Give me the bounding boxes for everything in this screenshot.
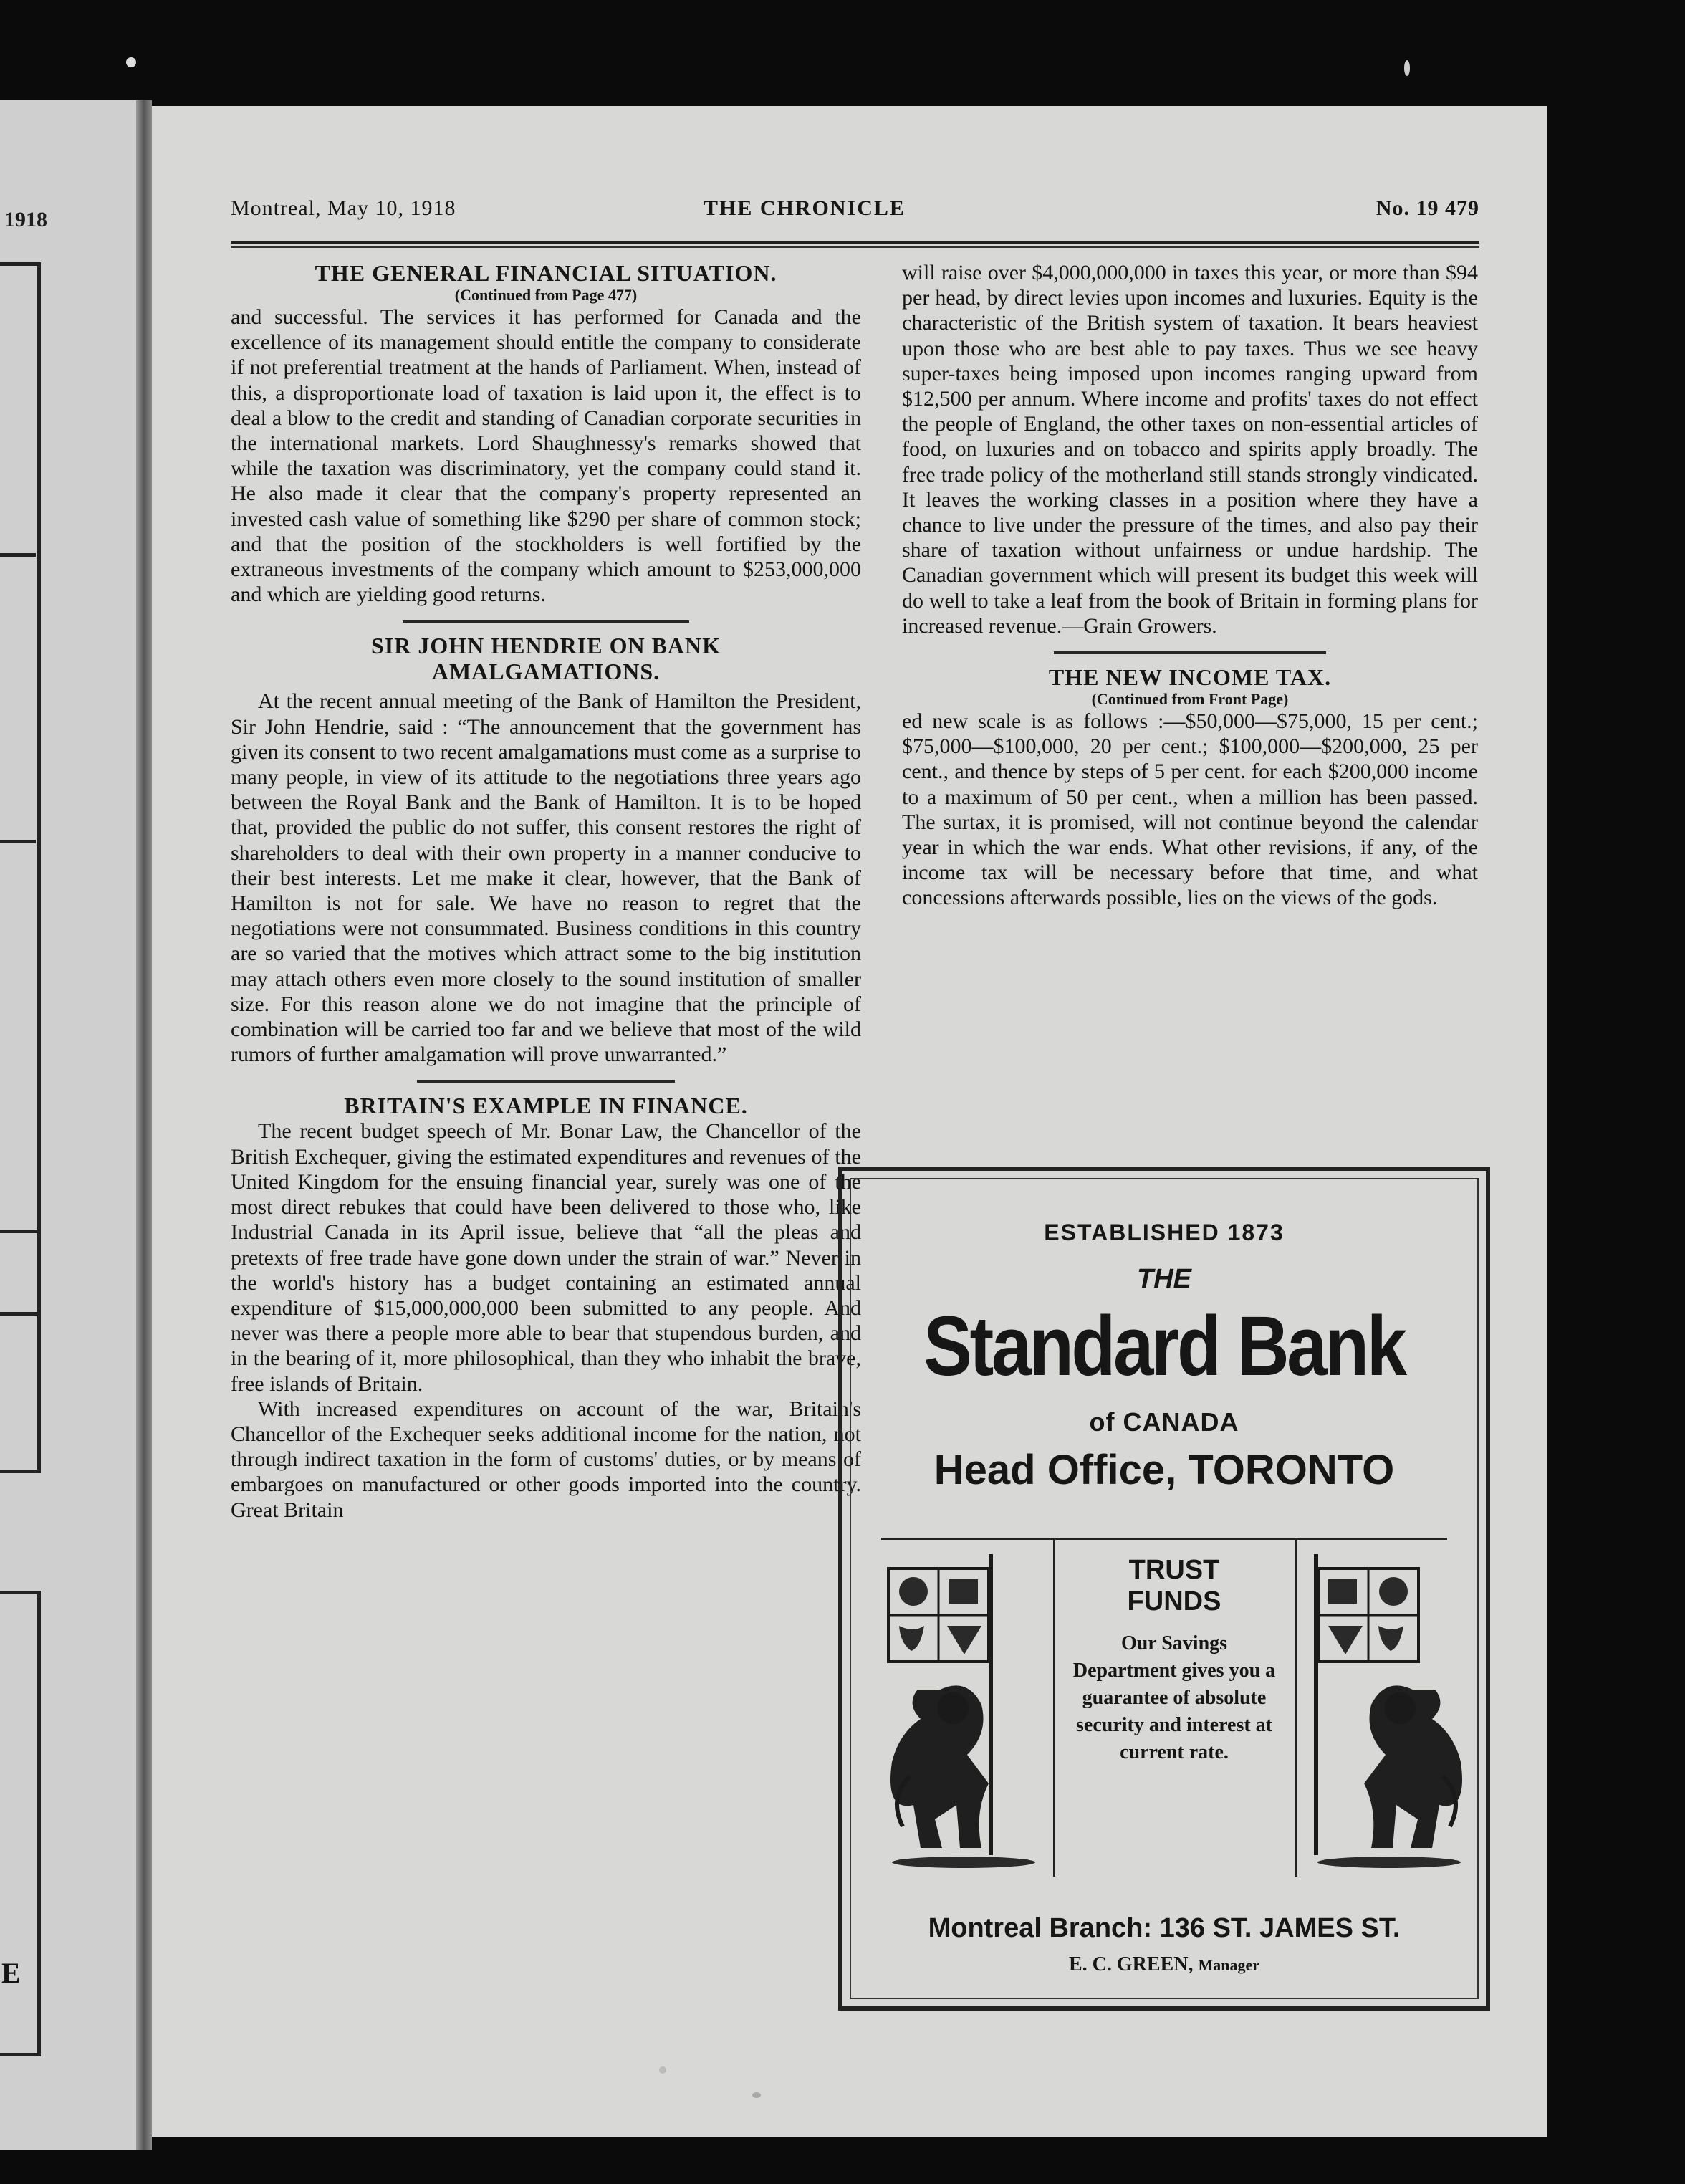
article-body: ed new scale is as follows :—$50,000—$75,000, 15 per cent.; $75,000—$100,000, 20 per cent.; $100,000—$200,000, 25 per cent., and thence by steps of 5 per cent. for each $200,000 income to a maximum of 50 per cent., when a million has been passed. The surtax, it is promised, will not continue beyond the calendar year in which the war ends. What other revisions, if any, of the income tax will be necessary before that time, and what concessions afterwards possible, lies on the views of the gods. (902, 709, 1478, 910)
trust-heading: TRUST (1128, 1555, 1220, 1585)
article-separator (417, 1080, 675, 1083)
previous-page-edge (0, 100, 136, 2150)
panel-divider (1053, 1540, 1055, 1877)
article-title: THE NEW INCOME TAX. (1048, 664, 1332, 691)
lion-with-royal-flag-icon (1307, 1554, 1472, 1869)
film-speck (1404, 60, 1410, 76)
continued-note: (Continued from Front Page) (1091, 690, 1289, 709)
article-body: With increased expenditures on account of the war, Britain's Chancellor of the Exchequer seeks additional income for the nation, not through indirect taxation in the form of customs' duties, or by means of embargoes on manufactured or other goods imported into the country. Great Britain (231, 1397, 861, 1522)
panel-divider (1295, 1540, 1297, 1877)
ad-the: THE (1137, 1264, 1191, 1294)
article-title: THE GENERAL FINANCIAL SITUATION. (315, 260, 777, 286)
running-header (231, 196, 1479, 229)
ad-manager-line (851, 1953, 1477, 1976)
page-gutter (136, 100, 152, 2150)
ad-bank-name: Standard Bank (923, 1299, 1405, 1394)
publication-title: THE CHRONICLE (704, 196, 906, 220)
issue-and-page-number: No. 19 479 (1376, 196, 1479, 220)
right-column (902, 260, 1478, 911)
left-column (231, 260, 861, 1523)
ad-established-line: ESTABLISHED 1873 (1044, 1220, 1285, 1245)
previous-page-box (0, 262, 41, 1316)
header-rule (231, 241, 1479, 244)
header-rule-thin (231, 246, 1479, 248)
header-dateline: Montreal, May 10, 1918 (231, 196, 456, 220)
previous-page-number: 1918 (4, 208, 47, 231)
film-speck (659, 2066, 666, 2074)
trust-funds-block (1070, 1554, 1278, 1766)
funds-heading: FUNDS (1127, 1586, 1221, 1617)
ad-trust-panel (881, 1538, 1447, 1877)
manager-title: Manager (1198, 1956, 1259, 1974)
ad-branch-address: Montreal Branch: 136 ST. JAMES ST. (928, 1913, 1401, 1943)
article-title: BRITAIN'S EXAMPLE IN FINANCE. (344, 1093, 748, 1119)
article-continuation: will raise over $4,000,000,000 in taxes this year, or more than $94 per head, by direct levies upon incomes and luxuries. Equity is the characteristic of the British system of taxation. It bears heaviest upon those who are best able to pay taxes. Thus we see heavy super-taxes being imposed upon incomes ranging upward from $12,500 per annum. Where income and profits' taxes do not effect the people of England, the other taxes on non-essential articles of food, on luxuries and on tobacco and spirits apply broadly. The free trade policy of the motherland still stands strongly vindicated. It leaves the working classes in a position where they have a chance to live under the pressure of the times, and also pay their share of taxation without unfairness or undue hardship. The Canadian government which will present its budget this week will do well to take a leaf from the book of Britain in forming plans for increased revenue.—Grain Growers. (902, 261, 1478, 638)
article-separator (1054, 651, 1326, 654)
previous-page-box (0, 1230, 41, 1473)
previous-page-rule (0, 840, 36, 843)
ad-of-canada: of CANADA (1089, 1407, 1239, 1437)
ad-head-office: Head Office, TORONTO (933, 1447, 1395, 1493)
previous-page-rule (0, 553, 36, 557)
newspaper-page (152, 106, 1547, 2137)
article-body: At the recent annual meeting of the Bank of Hamilton the President, Sir John Hendrie, said : “The announcement that the government has given its consent to two recent amalgamations must come as a surprise to many people, in view of its attitude to the negotiations three years ago between the Royal Bank and the Bank of Hamilton. It is to be hoped that, provided the public do not suffer, this consent restores the right of shareholders to deal with their own property in a manner conducive to their best interests. Let me make it clear, however, that the Bank of Hamilton is not for sale. We have no reason to regret that the negotiations were not consummated. Business conditions in this country are so varied that the motives which attract some to the big institution may attach others even more closely to the sound institution of smaller size. For this reason alone we do not imagine that the principle of combination will be carried too far and we believe that most of the wild rumors of further amalgamation will prove unwarranted.” (231, 689, 861, 1067)
lion-with-royal-flag-icon (881, 1554, 1046, 1869)
article-separator (403, 620, 689, 623)
manager-name: E. C. GREEN, (1069, 1953, 1194, 1975)
savings-text: Our Savings Department gives you a guarantee of absolute security and interest at current rate. (1072, 1632, 1276, 1763)
previous-page-letter: E (1, 1957, 21, 1989)
film-speck (126, 57, 136, 67)
article-body: and successful. The services it has performed for Canada and the excellence of its management should entitle the company to considerate if not preferential treatment at the hands of Parliament. When, instead of this, a disproportionate load of taxation is laid upon it, the effect is to deal a blow to the credit and standing of Canadian corporate securities in the international markets. Lord Shaughnessy's remarks showed that while the taxation was discriminatory, yet the company could stand it. He also made it clear that the company's property represented an invested cash value of something like $290 per share of common stock; and that the position of the stockholders is well fortified by the extraneous investments of the company which amount to $253,000,000 and which are yielding good returns. (231, 305, 861, 607)
article-body: The recent budget speech of Mr. Bonar Law, the Chancellor of the British Exchequer, giving the estimated expenditures and revenues of the United Kingdom for the ensuing financial year, surely was one of the most direct rebukes that could have been delivered to those who, like Industrial Canada in its April issue, believe that “all the pleas and pretexts of free trade have gone down under the strain of war.” Never in the world's history has a budget containing an estimated annual expenditure of $15,000,000,000 been submitted to any people. And never was there a people more able to bear that stupendous burden, and in the bearing of it, more philosophical, than they who inhabit the brave, free islands of Britain. (231, 1119, 861, 1396)
article-title: SIR JOHN HENDRIE ON BANK AMALGAMATIONS. (370, 633, 721, 685)
bank-advertisement (838, 1167, 1490, 2011)
advertisement-inner-border (850, 1178, 1479, 1999)
film-speck (752, 2092, 761, 2098)
continued-note: (Continued from Page 477) (454, 286, 638, 304)
